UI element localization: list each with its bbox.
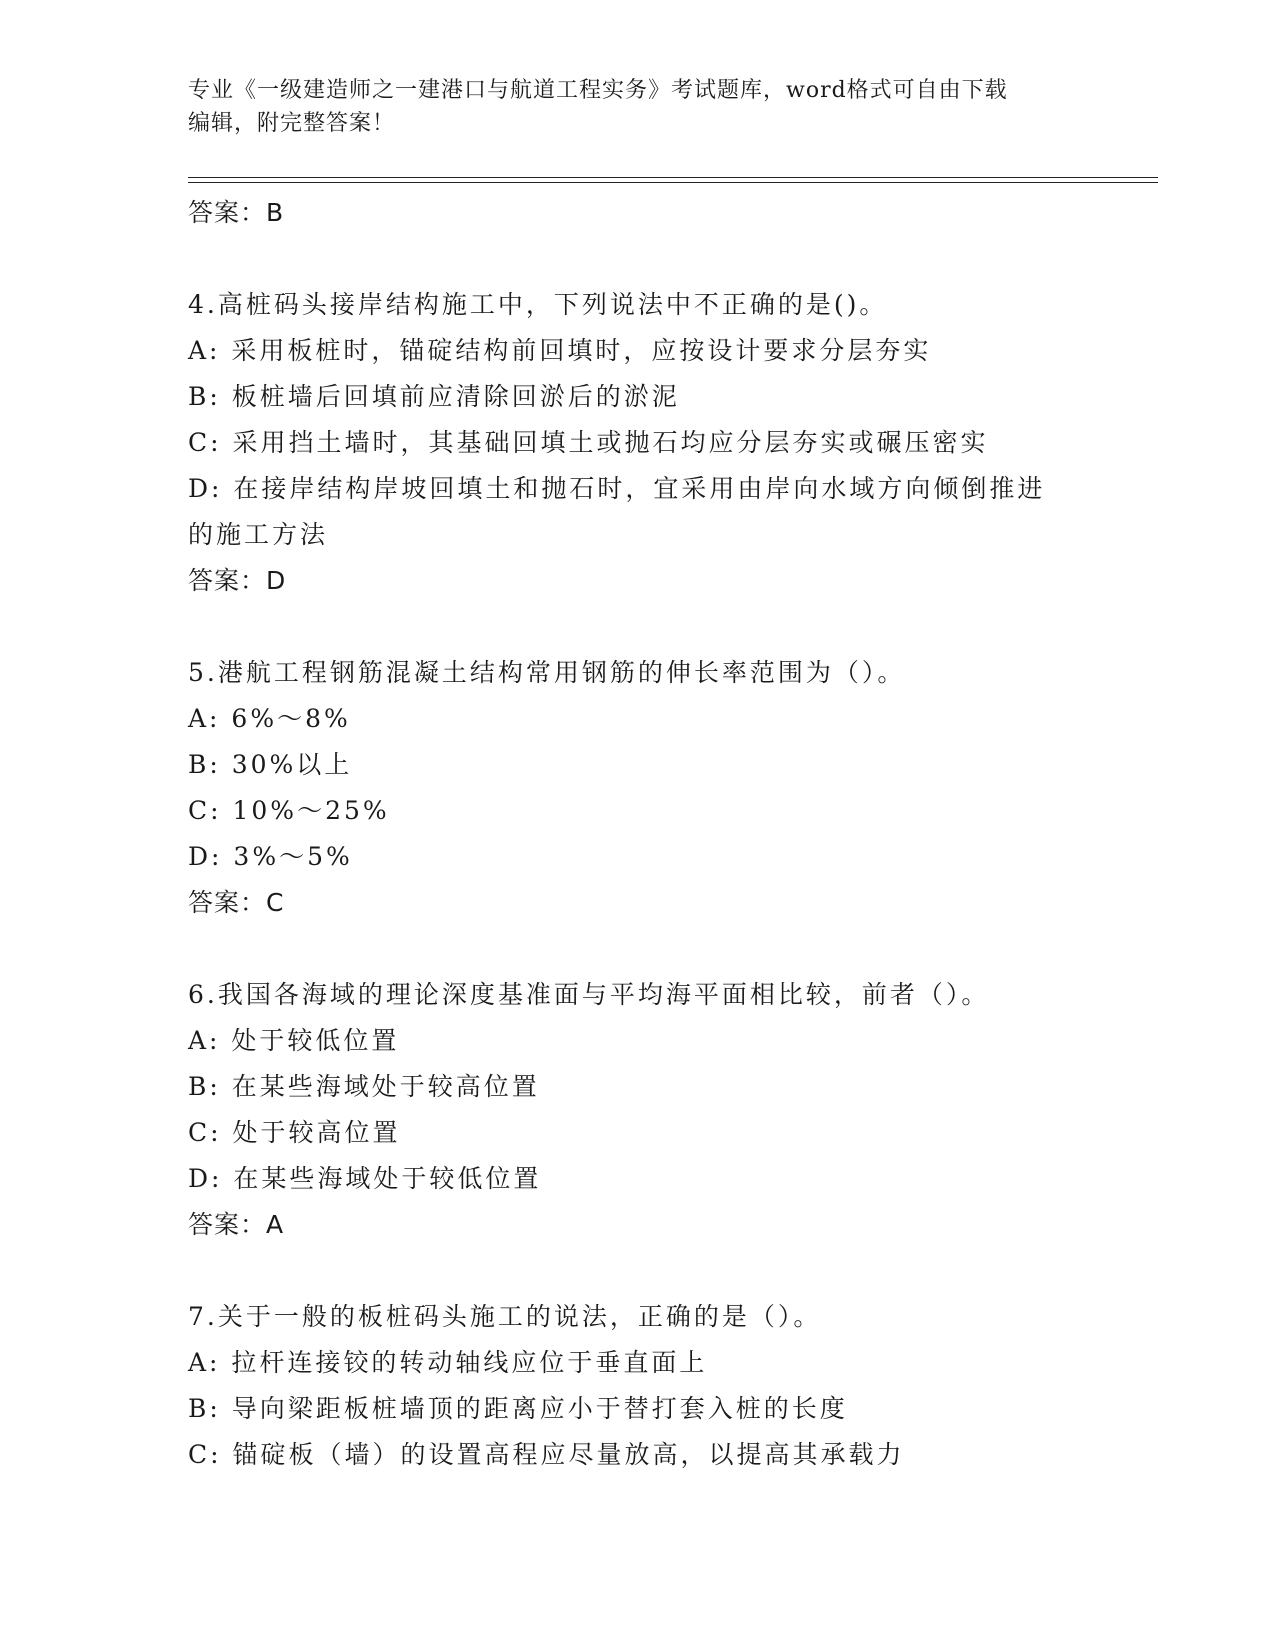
option-d: D: 在某些海域处于较低位置 xyxy=(188,1164,542,1193)
option-a: A: 采用板桩时，锚碇结构前回填时，应按设计要求分层夯实 xyxy=(188,336,932,365)
question-stem: 6.我国各海域的理论深度基准面与平均海平面相比较，前者（）。 xyxy=(188,980,990,1009)
question-stem: 5.港航工程钢筋混凝土结构常用钢筋的伸长率范围为（）。 xyxy=(188,658,906,687)
answer-line: 答案：B xyxy=(188,198,285,227)
answer-line: 答案：C xyxy=(188,888,285,917)
header-rule-top xyxy=(188,177,1158,178)
header-line-1: 专业《一级建造师之一建港口与航道工程实务》考试题库，word格式可自由下载 xyxy=(188,78,1008,103)
option-d: D: 3%～5% xyxy=(188,842,353,871)
spacer xyxy=(188,236,1088,282)
option-c: C: 处于较高位置 xyxy=(188,1118,401,1147)
question-5 xyxy=(188,650,1088,926)
spacer xyxy=(188,604,1088,650)
question-7 xyxy=(188,1294,1088,1478)
option-a: A: 6%～8% xyxy=(188,704,351,733)
question-content xyxy=(188,190,1088,1478)
option-b: B: 在某些海域处于较高位置 xyxy=(188,1072,540,1101)
option-b: B: 30%以上 xyxy=(188,750,353,779)
header-rule-bottom xyxy=(188,182,1158,183)
option-a: A: 处于较低位置 xyxy=(188,1026,400,1055)
question-4 xyxy=(188,282,1088,604)
question-6 xyxy=(188,972,1088,1248)
option-d-continued: 的施工方法 xyxy=(188,520,329,549)
header-line-2: 编辑，附完整答案！ xyxy=(188,111,396,136)
answer-line: 答案：A xyxy=(188,1210,285,1239)
option-a: A: 拉杆连接铰的转动轴线应位于垂直面上 xyxy=(188,1348,708,1377)
question-stem: 7.关于一般的板桩码头施工的说法，正确的是（）。 xyxy=(188,1302,822,1331)
option-d: D: 在接岸结构岸坡回填土和抛石时，宜采用由岸向水域方向倾倒推进 xyxy=(188,474,1046,503)
option-c: C: 采用挡土墙时，其基础回填土或抛石均应分层夯实或碾压密实 xyxy=(188,428,989,457)
spacer xyxy=(188,1248,1088,1294)
option-b: B: 板桩墙后回填前应清除回淤后的淤泥 xyxy=(188,382,680,411)
question-stem: 4.高桩码头接岸结构施工中，下列说法中不正确的是()。 xyxy=(188,290,888,319)
spacer xyxy=(188,926,1088,972)
option-c: C: 10%～25% xyxy=(188,796,390,825)
option-c: C: 锚碇板（墙）的设置高程应尽量放高，以提高其承载力 xyxy=(188,1440,905,1469)
answer-line: 答案：D xyxy=(188,566,287,595)
page-header xyxy=(188,74,1088,140)
option-b: B: 导向梁距板桩墙顶的距离应小于替打套入桩的长度 xyxy=(188,1394,848,1423)
